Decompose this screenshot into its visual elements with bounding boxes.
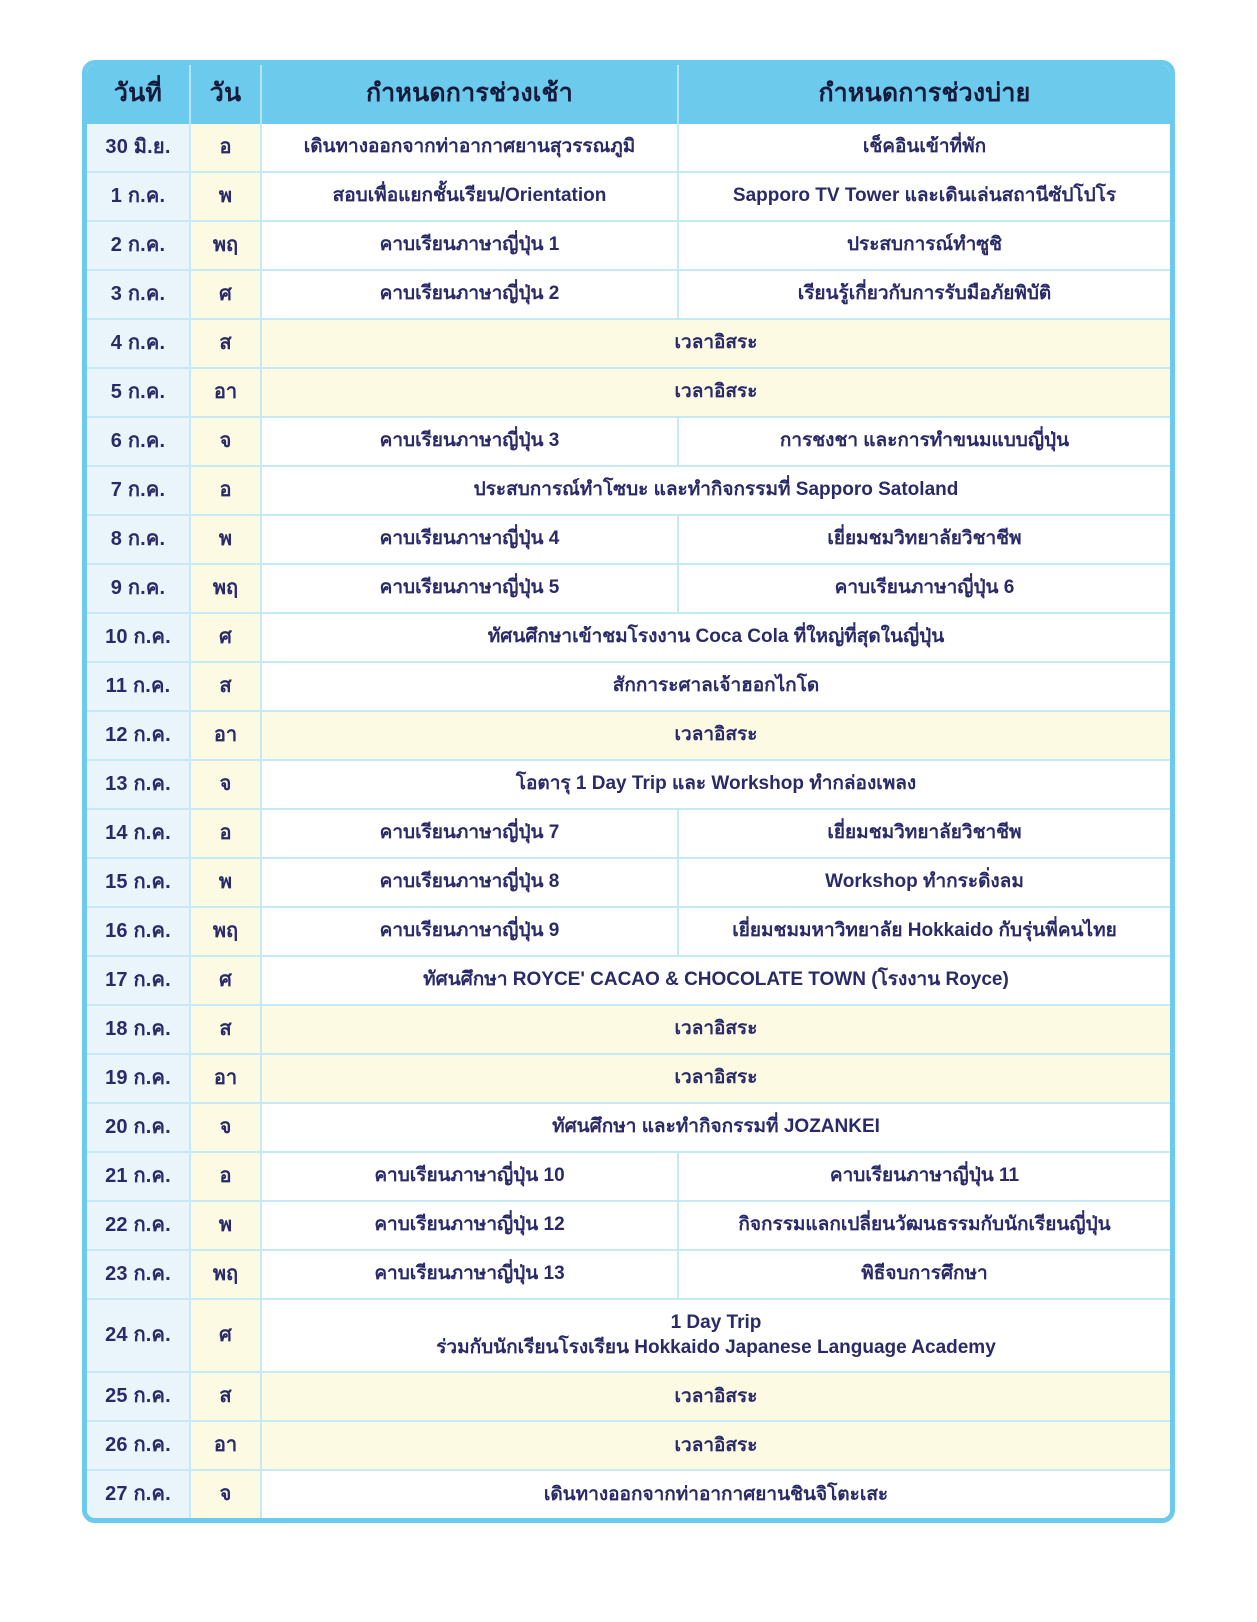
cell-day: พ — [190, 858, 261, 907]
cell-afternoon-activity: เยี่ยมชมมหาวิทยาลัย Hokkaido กับรุ่นพี่คนไทย — [678, 907, 1170, 956]
table-row — [87, 1152, 1170, 1201]
cell-date: 15 ก.ค. — [87, 858, 190, 907]
table-row — [87, 907, 1170, 956]
cell-day: จ — [190, 1470, 261, 1518]
cell-afternoon-activity: เยี่ยมชมวิทยาลัยวิชาชีพ — [678, 809, 1170, 858]
cell-morning-activity: สอบเพื่อแยกชั้นเรียน/Orientation — [261, 172, 678, 221]
cell-fullday-activity: ทัศนศึกษา และทำกิจกรรมที่ JOZANKEI — [261, 1103, 1170, 1152]
table-row — [87, 368, 1170, 417]
table-row — [87, 711, 1170, 760]
cell-morning-activity: คาบเรียนภาษาญี่ปุ่น 4 — [261, 515, 678, 564]
cell-day: จ — [190, 760, 261, 809]
cell-morning-activity: คาบเรียนภาษาญี่ปุ่น 7 — [261, 809, 678, 858]
cell-date: 4 ก.ค. — [87, 319, 190, 368]
table-row — [87, 760, 1170, 809]
cell-date: 30 มิ.ย. — [87, 124, 190, 172]
cell-day: พฤ — [190, 1250, 261, 1299]
cell-day: ศ — [190, 1299, 261, 1372]
cell-day: ศ — [190, 956, 261, 1005]
table-row — [87, 417, 1170, 466]
cell-date: 23 ก.ค. — [87, 1250, 190, 1299]
table-row — [87, 221, 1170, 270]
cell-date: 25 ก.ค. — [87, 1372, 190, 1421]
cell-date: 24 ก.ค. — [87, 1299, 190, 1372]
cell-date: 14 ก.ค. — [87, 809, 190, 858]
cell-fullday-activity: เวลาอิสระ — [261, 319, 1170, 368]
cell-fullday-activity: เวลาอิสระ — [261, 1372, 1170, 1421]
column-header-day: วัน — [190, 65, 261, 124]
cell-date: 21 ก.ค. — [87, 1152, 190, 1201]
table-row — [87, 466, 1170, 515]
cell-day: จ — [190, 1103, 261, 1152]
cell-afternoon-activity: ประสบการณ์ทำซูชิ — [678, 221, 1170, 270]
table-row — [87, 319, 1170, 368]
cell-afternoon-activity: เรียนรู้เกี่ยวกับการรับมือภัยพิบัติ — [678, 270, 1170, 319]
cell-day: ศ — [190, 270, 261, 319]
table-row — [87, 1421, 1170, 1470]
cell-date: 9 ก.ค. — [87, 564, 190, 613]
cell-day: ส — [190, 662, 261, 711]
table-row — [87, 515, 1170, 564]
header-row — [87, 65, 1170, 124]
table-row — [87, 1372, 1170, 1421]
cell-fullday-activity: เวลาอิสระ — [261, 1421, 1170, 1470]
cell-afternoon-activity: คาบเรียนภาษาญี่ปุ่น 11 — [678, 1152, 1170, 1201]
cell-day: ส — [190, 319, 261, 368]
cell-date: 10 ก.ค. — [87, 613, 190, 662]
cell-date: 3 ก.ค. — [87, 270, 190, 319]
cell-morning-activity: คาบเรียนภาษาญี่ปุ่น 5 — [261, 564, 678, 613]
column-header-date: วันที่ — [87, 65, 190, 124]
table-row — [87, 124, 1170, 172]
cell-day: พ — [190, 172, 261, 221]
cell-fullday-activity: ทัศนศึกษาเข้าชมโรงงาน Coca Cola ที่ใหญ่ที่สุดในญี่ปุ่น — [261, 613, 1170, 662]
cell-afternoon-activity: คาบเรียนภาษาญี่ปุ่น 6 — [678, 564, 1170, 613]
cell-afternoon-activity: เช็คอินเข้าที่พัก — [678, 124, 1170, 172]
table-row — [87, 1201, 1170, 1250]
cell-afternoon-activity: การชงชา และการทำขนมแบบญี่ปุ่น — [678, 417, 1170, 466]
cell-date: 18 ก.ค. — [87, 1005, 190, 1054]
cell-morning-activity: เดินทางออกจากท่าอากาศยานสุวรรณภูมิ — [261, 124, 678, 172]
cell-date: 19 ก.ค. — [87, 1054, 190, 1103]
cell-date: 16 ก.ค. — [87, 907, 190, 956]
cell-fullday-activity: เวลาอิสระ — [261, 1054, 1170, 1103]
cell-date: 1 ก.ค. — [87, 172, 190, 221]
table-row — [87, 956, 1170, 1005]
cell-day: อ — [190, 124, 261, 172]
cell-date: 6 ก.ค. — [87, 417, 190, 466]
cell-morning-activity: คาบเรียนภาษาญี่ปุ่น 9 — [261, 907, 678, 956]
cell-fullday-activity: ประสบการณ์ทำโซบะ และทำกิจกรรมที่ Sapporo Satoland — [261, 466, 1170, 515]
cell-fullday-activity: เวลาอิสระ — [261, 368, 1170, 417]
table-row — [87, 1054, 1170, 1103]
cell-day: พฤ — [190, 221, 261, 270]
cell-day: อ — [190, 466, 261, 515]
cell-day: พ — [190, 1201, 261, 1250]
schedule-table — [87, 65, 1170, 1518]
cell-fullday-activity: เวลาอิสระ — [261, 1005, 1170, 1054]
table-row — [87, 1250, 1170, 1299]
cell-day: พฤ — [190, 564, 261, 613]
table-row — [87, 1470, 1170, 1518]
cell-morning-activity: คาบเรียนภาษาญี่ปุ่น 8 — [261, 858, 678, 907]
cell-morning-activity: คาบเรียนภาษาญี่ปุ่น 1 — [261, 221, 678, 270]
table-row — [87, 1103, 1170, 1152]
cell-afternoon-activity: เยี่ยมชมวิทยาลัยวิชาชีพ — [678, 515, 1170, 564]
column-header-morning: กำหนดการช่วงเช้า — [261, 65, 678, 124]
cell-fullday-activity: ทัศนศึกษา ROYCE' CACAO & CHOCOLATE TOWN (โรงงาน Royce) — [261, 956, 1170, 1005]
cell-day: อา — [190, 368, 261, 417]
column-header-afternoon: กำหนดการช่วงบ่าย — [678, 65, 1170, 124]
table-row — [87, 662, 1170, 711]
cell-afternoon-activity: พิธีจบการศึกษา — [678, 1250, 1170, 1299]
cell-fullday-activity: เดินทางออกจากท่าอากาศยานชินจิโตะเสะ — [261, 1470, 1170, 1518]
cell-morning-activity: คาบเรียนภาษาญี่ปุ่น 3 — [261, 417, 678, 466]
cell-date: 26 ก.ค. — [87, 1421, 190, 1470]
cell-date: 27 ก.ค. — [87, 1470, 190, 1518]
cell-morning-activity: คาบเรียนภาษาญี่ปุ่น 13 — [261, 1250, 678, 1299]
cell-fullday-activity: โอตารุ 1 Day Trip และ Workshop ทำกล่องเพลง — [261, 760, 1170, 809]
cell-date: 17 ก.ค. — [87, 956, 190, 1005]
cell-day: ศ — [190, 613, 261, 662]
table-row — [87, 270, 1170, 319]
cell-date: 8 ก.ค. — [87, 515, 190, 564]
cell-day: จ — [190, 417, 261, 466]
table-row — [87, 564, 1170, 613]
cell-fullday-activity: เวลาอิสระ — [261, 711, 1170, 760]
table-row — [87, 809, 1170, 858]
cell-morning-activity: คาบเรียนภาษาญี่ปุ่น 10 — [261, 1152, 678, 1201]
table-row — [87, 1299, 1170, 1372]
cell-fullday-activity — [261, 1299, 1170, 1372]
table-row — [87, 172, 1170, 221]
cell-date: 22 ก.ค. — [87, 1201, 190, 1250]
activity-line-1: 1 Day Trip — [670, 1311, 762, 1333]
cell-date: 20 ก.ค. — [87, 1103, 190, 1152]
table-row — [87, 1005, 1170, 1054]
cell-date: 13 ก.ค. — [87, 760, 190, 809]
cell-day: ส — [190, 1005, 261, 1054]
cell-day: พ — [190, 515, 261, 564]
cell-afternoon-activity: Sapporo TV Tower และเดินเล่นสถานีซัปโปโร — [678, 172, 1170, 221]
cell-date: 7 ก.ค. — [87, 466, 190, 515]
cell-date: 11 ก.ค. — [87, 662, 190, 711]
activity-line-2: ร่วมกับนักเรียนโรงเรียน Hokkaido Japanese Language Academy — [436, 1337, 996, 1359]
table-body — [87, 124, 1170, 1518]
schedule-table-frame — [82, 60, 1175, 1523]
cell-morning-activity: คาบเรียนภาษาญี่ปุ่น 2 — [261, 270, 678, 319]
cell-fullday-activity: สักการะศาลเจ้าฮอกไกโด — [261, 662, 1170, 711]
cell-day: อา — [190, 1054, 261, 1103]
cell-day: อ — [190, 809, 261, 858]
cell-afternoon-activity: กิจกรรมแลกเปลี่ยนวัฒนธรรมกับนักเรียนญี่ปุ่น — [678, 1201, 1170, 1250]
cell-morning-activity: คาบเรียนภาษาญี่ปุ่น 12 — [261, 1201, 678, 1250]
table-row — [87, 858, 1170, 907]
cell-date: 12 ก.ค. — [87, 711, 190, 760]
cell-date: 2 ก.ค. — [87, 221, 190, 270]
cell-day: อา — [190, 1421, 261, 1470]
cell-day: ส — [190, 1372, 261, 1421]
cell-day: พฤ — [190, 907, 261, 956]
table-row — [87, 613, 1170, 662]
cell-date: 5 ก.ค. — [87, 368, 190, 417]
table-header — [87, 65, 1170, 124]
cell-afternoon-activity: Workshop ทำกระดิ่งลม — [678, 858, 1170, 907]
cell-day: อ — [190, 1152, 261, 1201]
cell-day: อา — [190, 711, 261, 760]
